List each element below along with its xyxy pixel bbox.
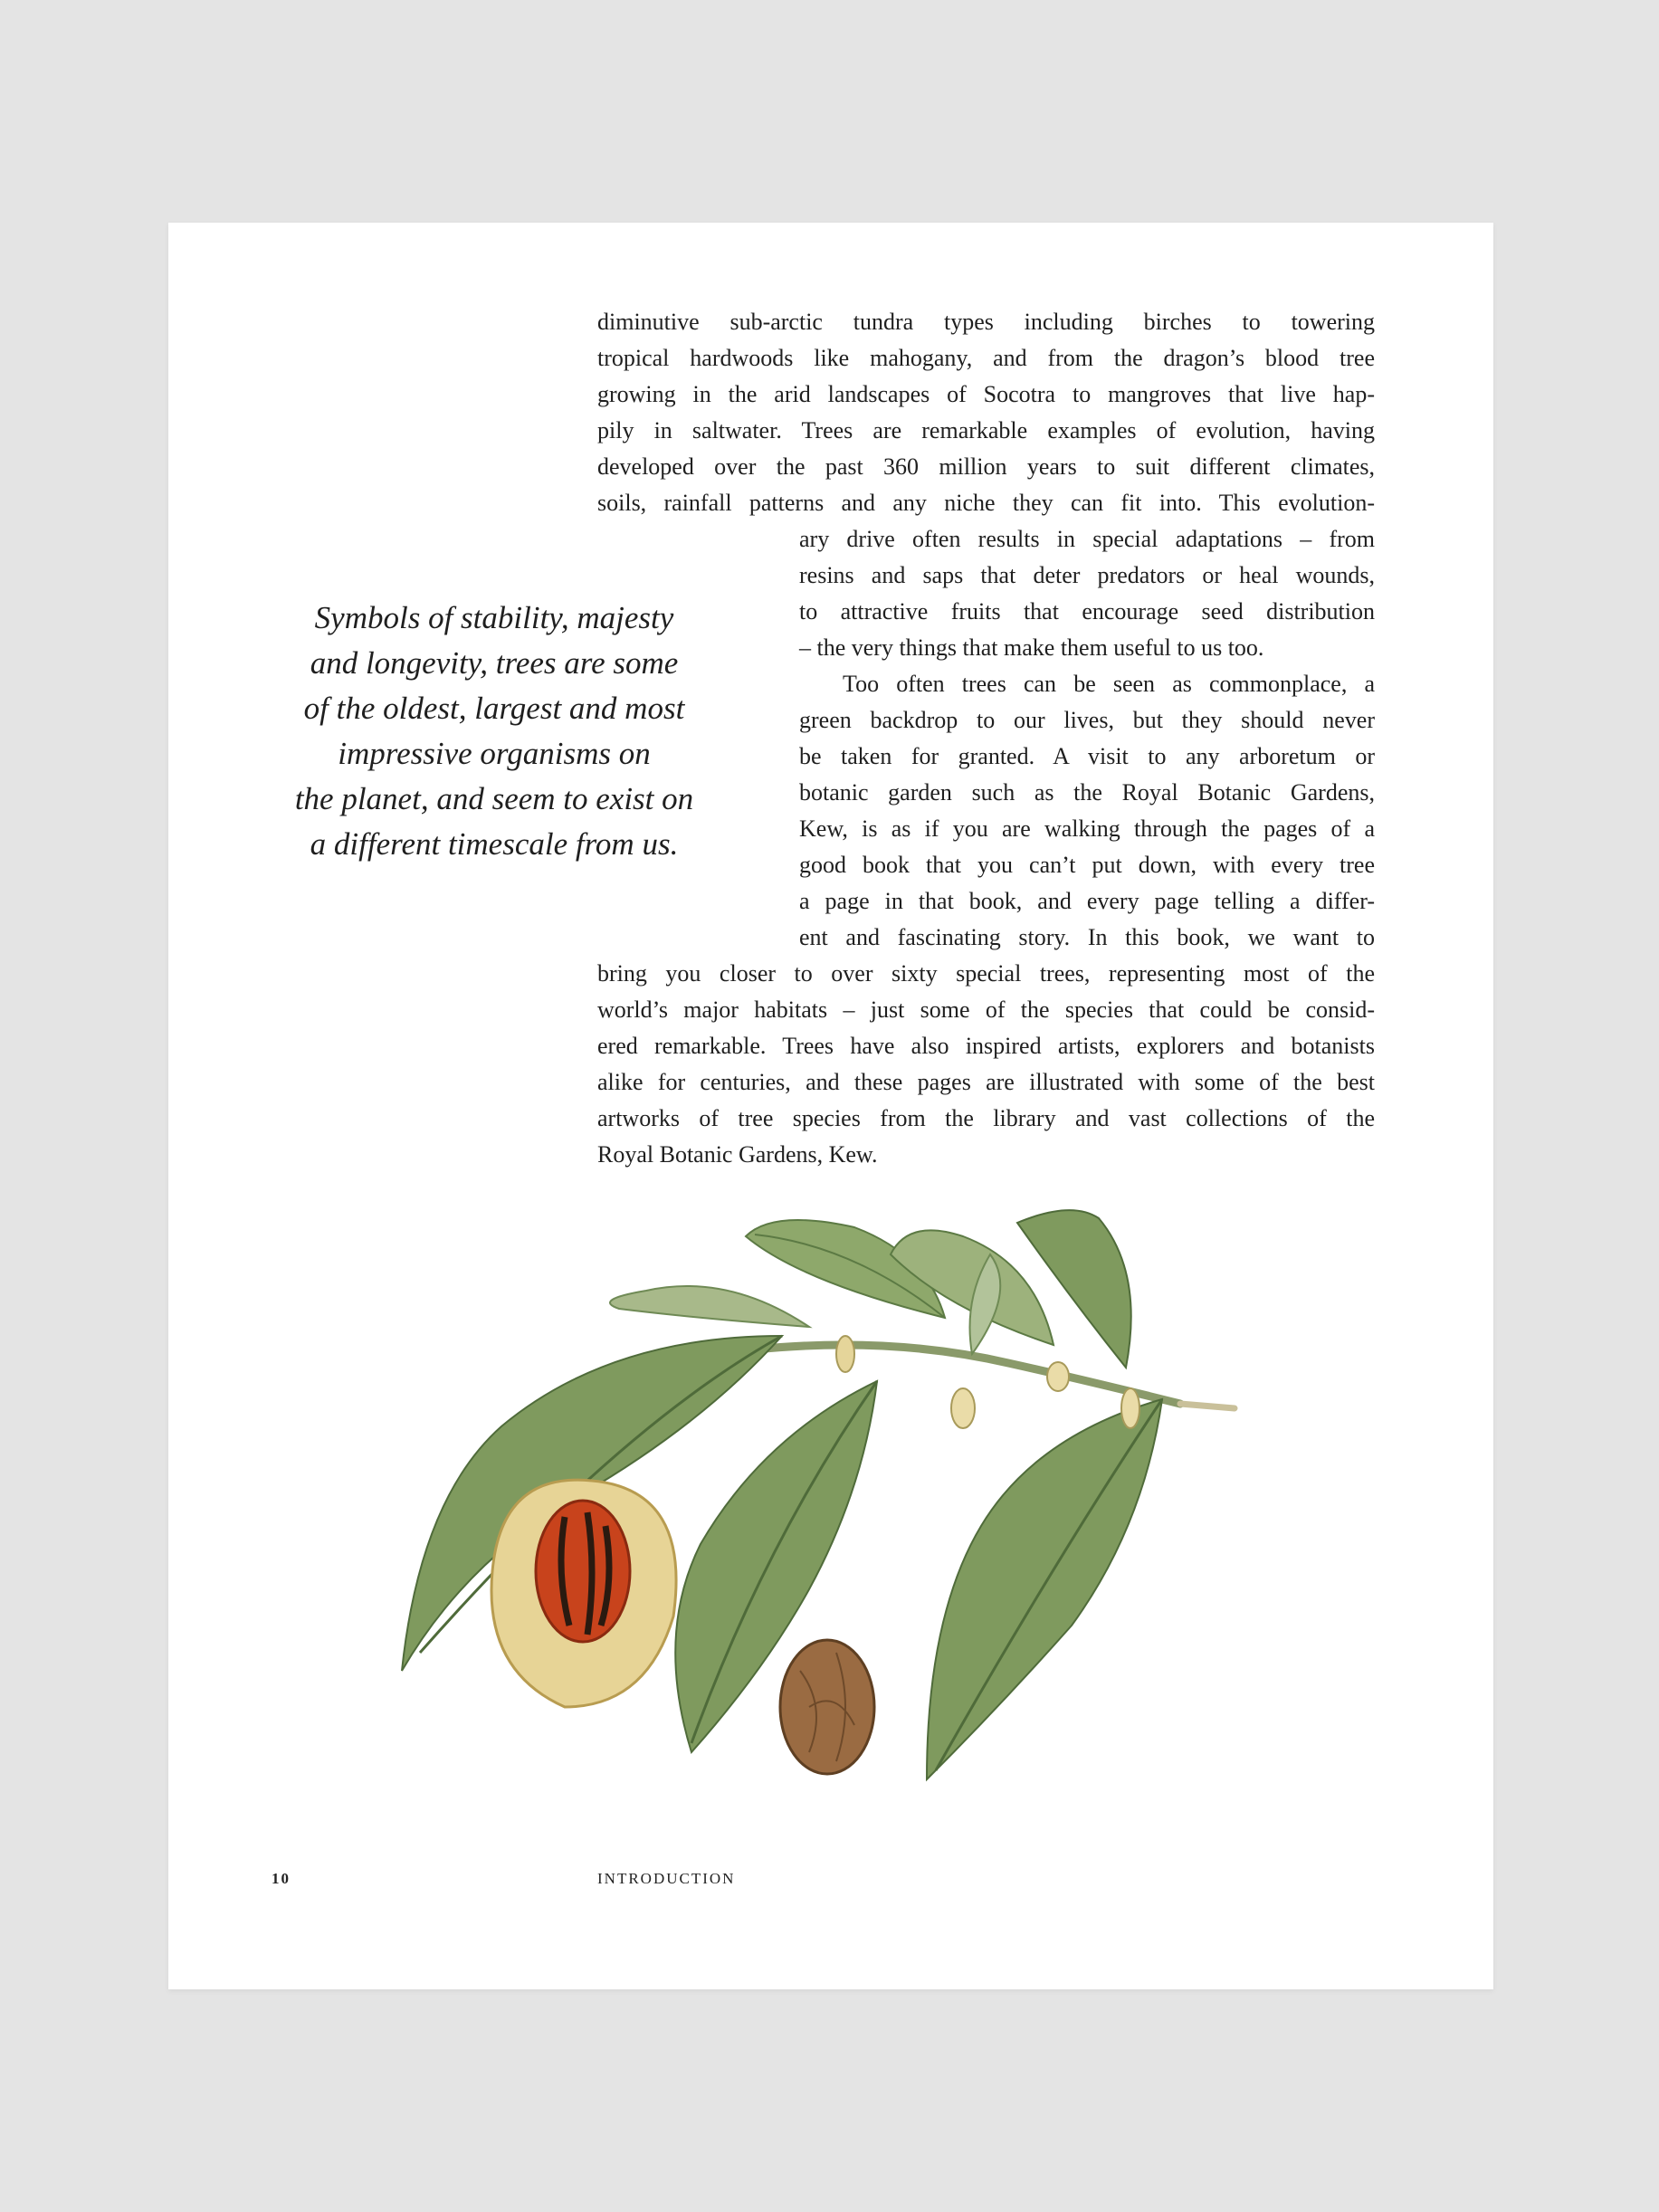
text-line: alike for centuries, and these pages are illustrated with some of the best xyxy=(597,1069,1375,1095)
branch-tip xyxy=(1180,1404,1235,1408)
pull-quote xyxy=(268,596,720,867)
text-line: pily in saltwater. Trees are remarkable examples of evolution, having xyxy=(597,417,1375,443)
text-line: Kew, is as if you are walking through the pages of a xyxy=(799,815,1375,842)
text-line: – the very things that make them useful to us too. xyxy=(799,634,1264,661)
pull-quote-line: a different timescale from us. xyxy=(310,826,679,862)
mace-seed xyxy=(536,1501,630,1642)
text-line: to attractive fruits that encourage seed distribution xyxy=(799,598,1375,625)
text-line: ary drive often results in special adaptations – from xyxy=(799,526,1375,552)
text-line: world’s major habitats – just some of the species that could be consid- xyxy=(597,996,1375,1023)
nutmeg-branch-illustration xyxy=(384,1200,1343,1843)
text-line: ered remarkable. Trees have also inspired artists, explorers and botanists xyxy=(597,1033,1375,1059)
pull-quote-line: Symbols of stability, majesty xyxy=(314,600,674,635)
page-number: 10 xyxy=(272,1870,291,1887)
leaf-top-right-b xyxy=(1017,1210,1131,1368)
flower-bud xyxy=(1047,1362,1069,1391)
text-line: artworks of tree species from the library and vast collections of the xyxy=(597,1105,1375,1131)
nutmeg-seed xyxy=(780,1640,874,1774)
pull-quote-line: the planet, and seem to exist on xyxy=(294,781,694,816)
text-line: tropical hardwoods like mahogany, and from the dragon’s blood tree xyxy=(597,345,1375,371)
flower-bud xyxy=(836,1336,854,1372)
body-text-top xyxy=(597,304,1375,521)
text-line: bring you closer to over sixty special trees, representing most of the xyxy=(597,960,1375,987)
text-line: resins and saps that deter predators or heal wounds, xyxy=(799,562,1375,588)
text-line: a page in that book, and every page telling a differ- xyxy=(799,888,1375,914)
pull-quote-line: impressive organisms on xyxy=(338,736,651,771)
flower-bud xyxy=(951,1388,975,1428)
text-line: diminutive sub-arctic tundra types including birches to towering xyxy=(597,309,1375,335)
text-line: soils, rainfall patterns and any niche they can fit into. This evolution- xyxy=(597,490,1375,516)
text-line: good book that you can’t put down, with every tree xyxy=(799,852,1375,878)
text-line: growing in the arid landscapes of Socotra to mangroves that live hap- xyxy=(597,381,1375,407)
book-page xyxy=(168,223,1493,1989)
pull-quote-line: of the oldest, largest and most xyxy=(303,691,685,726)
text-line: green backdrop to our lives, but they should never xyxy=(799,707,1375,733)
body-text-bottom xyxy=(597,956,1375,1173)
flower-bud xyxy=(1121,1388,1139,1428)
text-line: botanic garden such as the Royal Botanic Gardens, xyxy=(799,779,1375,806)
pull-quote-line: and longevity, trees are some xyxy=(310,645,679,681)
text-line: Too often trees can be seen as commonplace, a xyxy=(843,671,1375,697)
text-line: ent and fascinating story. In this book, we want to xyxy=(799,924,1375,950)
text-line: developed over the past 360 million years to suit different climates, xyxy=(597,453,1375,480)
running-head: INTRODUCTION xyxy=(597,1870,736,1887)
body-text-middle xyxy=(799,521,1375,956)
leaf-top-left xyxy=(610,1286,809,1327)
text-line: Royal Botanic Gardens, Kew. xyxy=(597,1141,878,1168)
text-line: be taken for granted. A visit to any arboretum or xyxy=(799,743,1375,769)
